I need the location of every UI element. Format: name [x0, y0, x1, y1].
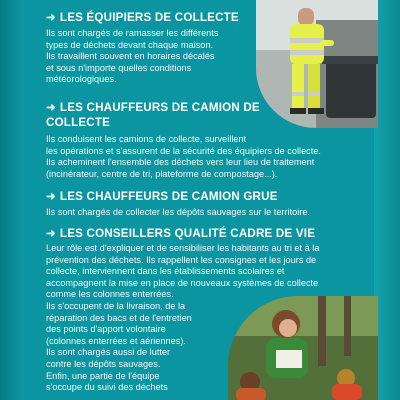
arrow-right-icon: ➜ [46, 101, 56, 114]
text-line: les opérations et s'assurent de la sécurité des équipiers de collecte. [46, 145, 321, 156]
text-line: Leur rôle est d'expliquer et de sensibiliser les habitants au tri et à la [46, 243, 320, 253]
text-line: prévention des déchets. Ils rappellent les consignes et les jours de [46, 254, 317, 265]
text-line: (colonnes enterrées et aériennes). [46, 335, 186, 346]
section-title-line-1: LES CHAUFFEURS DE CAMION DE [59, 101, 260, 114]
text-line: Ils acheminent l'ensemble des déchets vers leur lieu de traitement [46, 157, 315, 168]
text-line: des points d'apport volontaire [46, 324, 166, 335]
text-line: s'occupe du suivi des déchets [46, 382, 168, 393]
section-title: LES CHAUFFEURS DE CAMION GRUE [59, 190, 278, 203]
text-line: (incinérateur, centre de tri, plateforme de compostage...). [46, 168, 278, 179]
section-body-chauffeurs-collecte [46, 134, 321, 180]
text-line: Enfin, une partie de l'équipe [46, 370, 160, 381]
section-title: LES ÉQUIPIERS DE COLLECTE [59, 11, 239, 24]
section-body-conseillers [46, 243, 319, 394]
text-line: comme les colonnes enterrées. [46, 289, 174, 300]
text-line: Ils conduisent les camions de collecte, surveillent [46, 134, 247, 144]
section-heading-equipiers [46, 10, 239, 25]
left-decorative-stripe [0, 0, 24, 400]
section-title-line-2: COLLECTE [46, 116, 111, 129]
text-line: Ils sont chargés de ramasser les différents [46, 28, 219, 38]
section-body-camion-grue [46, 207, 310, 219]
text-line: et sous n'importe quelles conditions [46, 62, 192, 73]
text-line: contre les dépôts sauvages. [46, 358, 161, 369]
section-heading-conseillers [46, 226, 315, 241]
arrow-right-icon: ➜ [46, 11, 56, 24]
text-line: météorologiques. [46, 74, 117, 85]
text-line: réparation des bacs et de l'entretien [46, 312, 192, 323]
text-line: Ils sont chargés aussi de lutter [46, 347, 171, 358]
section-heading-chauffeurs-collecte [46, 100, 260, 130]
section-heading-camion-grue [46, 189, 278, 204]
text-line: types de déchets devant chaque maison. [46, 39, 214, 50]
arrow-right-icon: ➜ [46, 227, 56, 240]
text-line: Ils s'occupent de la livraison, de la [46, 300, 186, 311]
text-line: Ils sont chargés de collecter les dépôts sauvages sur le territoire. [46, 207, 311, 217]
arrow-right-icon: ➜ [46, 190, 56, 203]
collection-worker-photo [256, 0, 378, 128]
section-title: LES CONSEILLERS QUALITÉ CADRE DE VIE [59, 227, 316, 240]
text-line: Ils travaillent souvent en horaires décalés [46, 51, 215, 62]
text-line: collecte, interviennent dans les établissements scolaires et [46, 266, 285, 277]
section-body-equipiers [46, 28, 218, 86]
text-line: accompagnent la mise en place de nouveaux systèmes de collecte [46, 277, 319, 288]
